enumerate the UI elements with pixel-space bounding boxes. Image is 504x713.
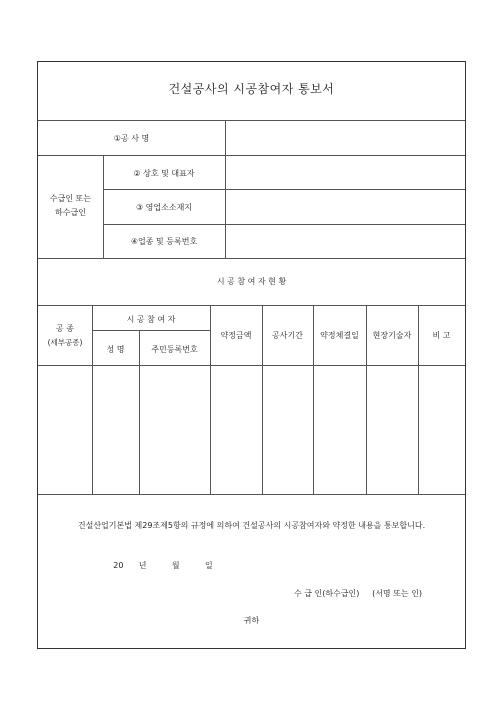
company-rep-label: ② 상호 및 대표자	[133, 169, 195, 178]
office-address-value[interactable]	[226, 190, 464, 223]
col-participant-header: 시 공 참 여 자	[126, 315, 176, 324]
col-trade-sub-header: (세부공종)	[47, 338, 83, 347]
footer-statement: 건설산업기본법 제29조제5항의 규정에 의하여 건설공사의 시공참여자와 약정한 내용을 통보합니다.	[77, 521, 426, 530]
divider	[92, 330, 210, 331]
divider	[38, 258, 465, 259]
col-site-engineer-header: 현장기술자	[372, 331, 412, 340]
footer-date-line: 20 년 월 일	[113, 561, 213, 570]
office-address-label: ③ 영업소소재지	[135, 203, 193, 212]
business-reg-value[interactable]	[226, 225, 464, 257]
col-remarks-header: 비 고	[432, 331, 451, 340]
table-cell-name[interactable]	[93, 366, 139, 493]
col-id-number-header: 주민등록번호	[151, 345, 198, 354]
table-cell-trade[interactable]	[39, 366, 92, 493]
col-name-header: 성 명	[106, 345, 125, 354]
divider	[38, 305, 465, 306]
footer-signer: 수 급 인(하수급인) (서명 또는 인)	[293, 589, 423, 598]
col-contract-date-header: 약정체결일	[320, 331, 359, 340]
divider	[38, 494, 465, 495]
table-cell-remarks[interactable]	[419, 366, 464, 493]
business-reg-label: ④업종 및 등록번호	[130, 237, 198, 246]
document-title: 건설공사의 시공참여자 통보서	[168, 82, 335, 96]
notification-form	[37, 61, 466, 649]
project-name-label: ①공 사 명	[113, 134, 150, 143]
table-cell-contract-date[interactable]	[314, 366, 366, 493]
table-cell-site-engineer[interactable]	[367, 366, 418, 493]
contractor-group-label: 수급인 또는 하수급인	[49, 194, 92, 217]
project-name-value[interactable]	[226, 121, 464, 154]
table-cell-contract-amount[interactable]	[211, 366, 262, 493]
col-period-header: 공사기간	[272, 331, 303, 340]
table-cell-id-number[interactable]	[140, 366, 210, 493]
status-heading: 시 공 참 여 자 현 황	[216, 277, 287, 286]
col-contract-amount-header: 약정금액	[220, 331, 252, 340]
table-cell-period[interactable]	[263, 366, 313, 493]
company-rep-value[interactable]	[226, 156, 464, 188]
col-trade-header: 공 종	[56, 324, 74, 333]
footer-addressee: 귀하	[243, 616, 260, 625]
